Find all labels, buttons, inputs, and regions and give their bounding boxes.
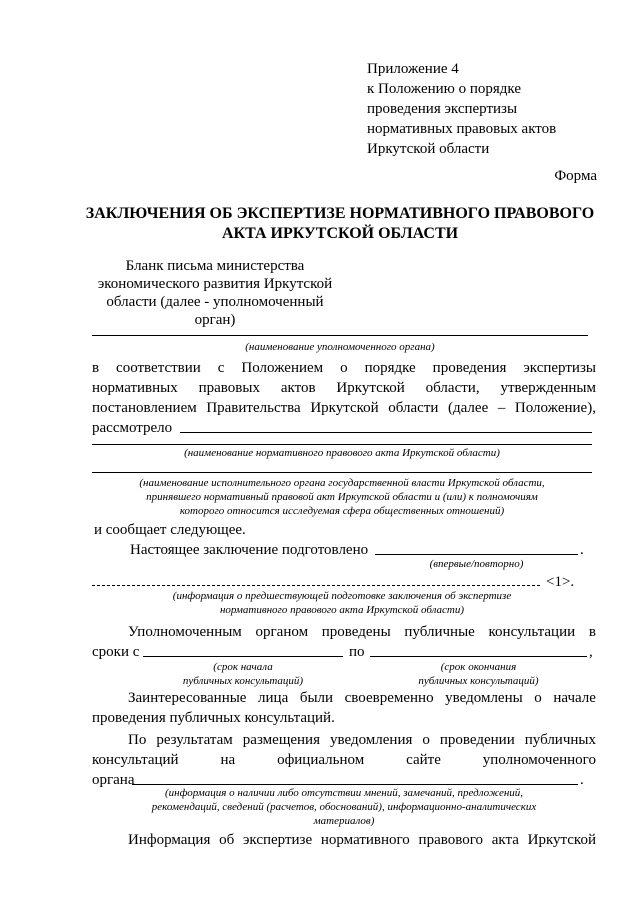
word: сайте <box>406 752 441 768</box>
word: начале <box>553 690 596 706</box>
word: в <box>92 360 100 376</box>
executive-caption-2: принявшего нормативный правовой акт Иркутской области и (или) к полномочиям <box>146 491 538 503</box>
prior-info-line <box>92 585 540 586</box>
notified-line-2: проведения публичных консультаций. <box>92 710 335 726</box>
word: проведения <box>432 360 507 376</box>
prepared-label: Настоящее заключение подготовлено <box>130 542 369 558</box>
appendix-line-3: проведения экспертизы <box>367 101 518 117</box>
end-caption-1: (срок окончания <box>440 661 517 673</box>
body-line-1 <box>92 358 596 378</box>
final-line <box>128 830 596 850</box>
prepared-period: . <box>580 542 584 558</box>
results-line-1 <box>128 730 596 750</box>
appendix-line-2: к Положению о порядке <box>367 81 521 97</box>
word: о <box>422 732 430 748</box>
terms-from-label: сроки с <box>92 644 140 660</box>
word: Положением <box>241 360 324 376</box>
word: проведены <box>321 624 391 640</box>
word: (далее <box>448 400 489 416</box>
word: – <box>497 400 506 416</box>
organ-label: органа <box>92 772 135 788</box>
executive-caption-1: (наименование исполнительного органа государственной власти Иркутской области, <box>139 477 545 489</box>
reviewed-label: рассмотрело <box>92 420 173 436</box>
word: о <box>340 360 348 376</box>
word: правовых <box>198 380 260 396</box>
term-start-line <box>143 656 343 657</box>
word: правового <box>418 832 483 848</box>
word: Иркутской <box>527 832 596 848</box>
word: соответствии <box>116 360 201 376</box>
word: о <box>534 690 542 706</box>
word: экспертизе <box>242 832 313 848</box>
executive-line <box>92 472 592 473</box>
form-label: Форма <box>554 168 597 184</box>
word: области, <box>425 380 480 396</box>
notified-line-1 <box>128 688 596 708</box>
prior-info-caption-1: (информация о предшествующей подготовке заключения об экспертизе <box>172 590 512 602</box>
word: актов <box>280 380 316 396</box>
reviewed-line <box>180 432 592 433</box>
word: нормативного <box>320 832 410 848</box>
word: органом <box>255 624 309 640</box>
word: лица <box>258 690 289 706</box>
reports-line: и сообщает следующее. <box>94 522 246 538</box>
word: консультаций <box>92 752 179 768</box>
word: утвержденным <box>500 380 596 396</box>
word: публичных <box>524 732 596 748</box>
prior-info-caption-2: нормативного правового акта Иркутской области) <box>219 604 465 616</box>
word: проведении <box>439 732 515 748</box>
letterhead-line-3: области (далее - уполномоченный <box>106 294 324 310</box>
word: были <box>299 690 334 706</box>
term-end-line <box>370 656 587 657</box>
authority-name-line <box>92 335 588 336</box>
letterhead-line-4: орган) <box>194 312 236 328</box>
first-repeat-caption: (впервые/повторно) <box>429 558 524 570</box>
act-name-caption: (наименование нормативного правового акта Иркутской области) <box>184 447 500 459</box>
start-caption-1: (срок начала <box>213 661 273 673</box>
authority-name-caption: (наименование уполномоченного органа) <box>245 341 435 353</box>
word: По <box>128 732 147 748</box>
word: уведомления <box>329 732 413 748</box>
organ-period: . <box>580 772 584 788</box>
word: с <box>217 360 225 376</box>
word: уполномоченного <box>482 752 596 768</box>
start-caption-2: публичных консультаций) <box>182 675 304 687</box>
document-title-line-1: ЗАКЛЮЧЕНИЯ ОБ ЭКСПЕРТИЗЕ НОРМАТИВНОГО ПРАВОВОГО <box>85 205 595 222</box>
opinions-caption-3: материалов) <box>313 815 375 827</box>
opinions-caption-1: (информация о наличии либо отсутствии мнений, замечаний, предложений, <box>164 787 524 799</box>
word: публичные <box>404 624 475 640</box>
word: на <box>220 752 236 768</box>
word: Заинтересованные <box>128 690 247 706</box>
word: об <box>219 832 235 848</box>
word: консультации <box>488 624 576 640</box>
word: своевременно <box>344 690 434 706</box>
word: Положение), <box>514 400 596 416</box>
word: размещения <box>242 732 320 748</box>
prepared-line <box>375 554 578 555</box>
appendix-line-4: нормативных правовых актов <box>367 121 557 137</box>
results-line-2 <box>92 750 596 770</box>
word: результатам <box>156 732 233 748</box>
footnote-ref: <1>. <box>546 574 575 590</box>
opinions-caption-2: рекомендаций, сведений (расчетов, обоснований), информационно-аналитических <box>151 801 537 813</box>
word: Правительства <box>206 400 301 416</box>
body-line-3 <box>92 398 596 418</box>
letterhead-line-1: Бланк письма министерства <box>125 258 305 274</box>
terms-to-label: по <box>349 644 365 660</box>
word: официальном <box>277 752 365 768</box>
word: постановлением <box>92 400 197 416</box>
organ-line <box>132 784 578 785</box>
appendix-line-1: Приложение 4 <box>367 61 459 77</box>
word: акта <box>491 832 519 848</box>
body-line-2 <box>92 378 596 398</box>
word: Информация <box>128 832 211 848</box>
act-name-line <box>92 444 592 445</box>
word: порядке <box>364 360 416 376</box>
document-title-line-2: АКТА ИРКУТСКОЙ ОБЛАСТИ <box>221 225 459 242</box>
word: Иркутской <box>310 400 379 416</box>
word: Уполномоченным <box>128 624 242 640</box>
appendix-line-5: Иркутской области <box>367 141 490 157</box>
word: Иркутской <box>336 380 405 396</box>
word: уведомлены <box>445 690 523 706</box>
end-caption-2: публичных консультаций) <box>418 675 539 687</box>
executive-caption-3: которого относится исследуемая сфера общественных отношений) <box>179 505 505 517</box>
word: в <box>588 624 596 640</box>
word: области <box>388 400 439 416</box>
word: экспертизы <box>523 360 596 376</box>
word: нормативных <box>92 380 178 396</box>
terms-comma: , <box>589 644 593 660</box>
letterhead-line-2: экономического развития Иркутской <box>97 276 333 292</box>
consult-line-1 <box>128 622 596 642</box>
